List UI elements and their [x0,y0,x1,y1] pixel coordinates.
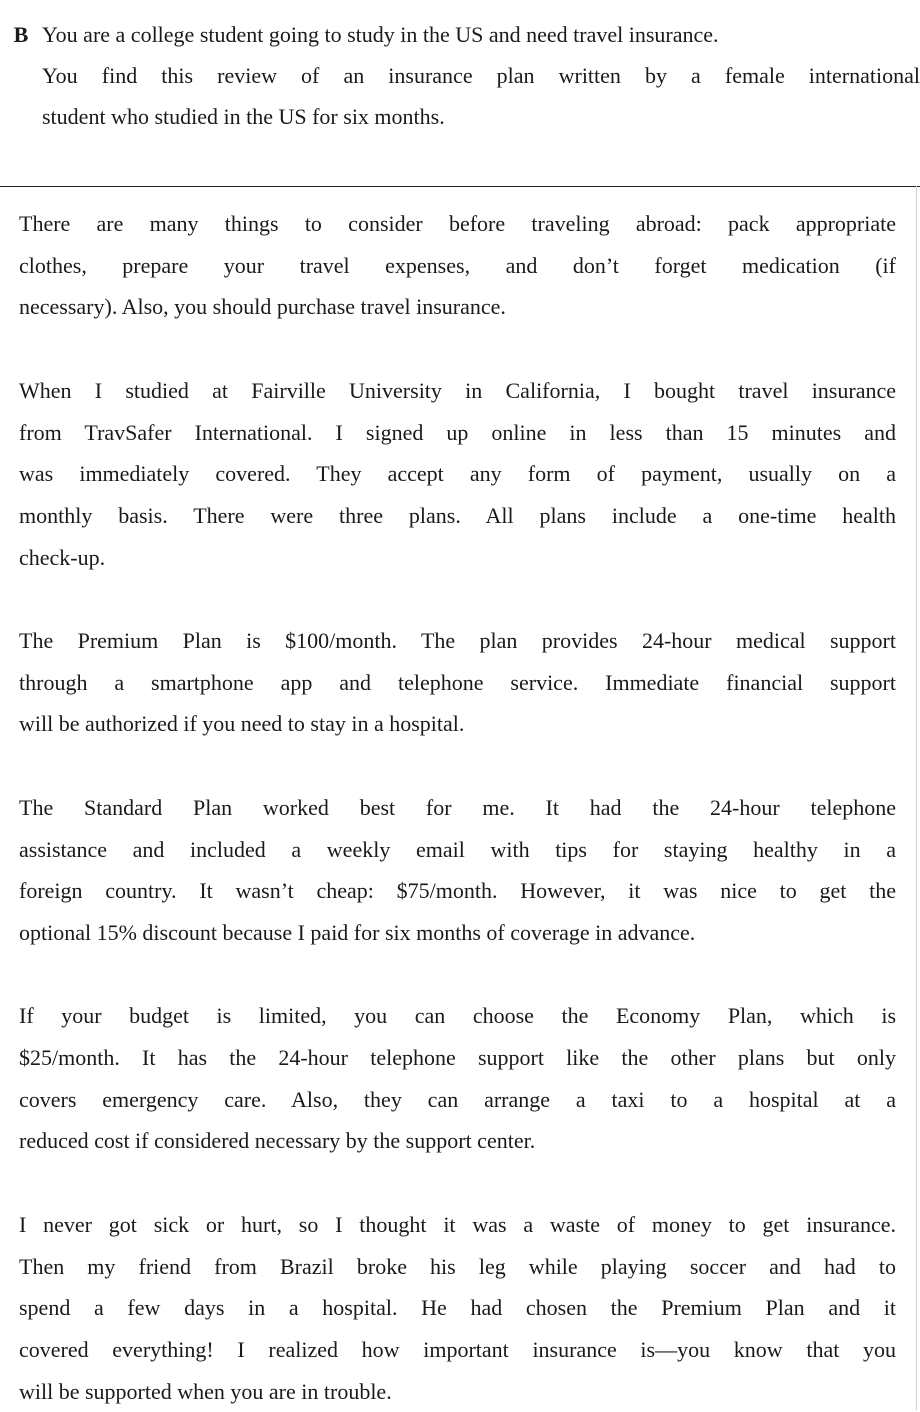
intro-line-2: You find this review of an insurance plan written by a female international [42,63,920,88]
paragraph-economy-plan [19,995,896,1162]
text-line: foreign country. It wasn’t cheap: $75/month. However, it was nice to get the [19,878,896,904]
text-line: If your budget is limited, you can choose the Economy Plan, which is [19,1003,896,1029]
paragraph-standard-plan [19,787,896,954]
text-line: When I studied at Fairville University in California, I bought travel insurance [19,377,896,403]
text-line: necessary). Also, you should purchase travel insurance. [19,294,506,320]
text-line: The Standard Plan worked best for me. It had the 24-hour telephone [19,794,896,820]
article-border [916,186,917,1410]
text-line: clothes, prepare your travel expenses, and don’t forget medication (if [19,252,896,278]
text-line: was immediately covered. They accept any form of payment, usually on a [19,461,896,487]
text-line: from TravSafer International. I signed up online in less than 15 minutes and [19,419,896,445]
text-line: Then my friend from Brazil broke his leg while playing soccer and had to [19,1253,896,1279]
text-line: will be authorized if you need to stay in a hospital. [19,711,465,737]
text-line: There are many things to consider before traveling abroad: pack appropriate [19,211,896,236]
text-line: assistance and included a weekly email with tips for staying healthy in a [19,836,896,862]
text-line: The Premium Plan is $100/month. The plan provides 24-hour medical support [19,628,896,653]
text-line: will be supported when you are in trouble. [19,1378,392,1404]
text-line: $25/month. It has the 24-hour telephone support like the other plans but only [19,1045,896,1070]
text-line: monthly basis. There were three plans. All plans include a one-time health [19,502,896,528]
text-line: through a smartphone app and telephone service. Immediate financial support [19,669,896,695]
section-divider [0,186,920,187]
intro-line-1 [0,14,920,55]
text-line: covered everything! I realized how important insurance is—you know that you [19,1336,896,1362]
text-line: spend a few days in a hospital. He had chosen the Premium Plan and it [19,1295,896,1321]
paragraph-conclusion [19,1204,896,1412]
text-line: covers emergency care. Also, they can arrange a taxi to a hospital at a [19,1086,896,1112]
text-line: optional 15% discount because I paid for six months of coverage in advance. [19,919,696,945]
intro-line-3: student who studied in the US for six months. [42,104,445,129]
question-intro [0,14,920,137]
review-article [19,203,896,1412]
text-line: check-up. [19,544,106,570]
intro-text-1: You are a college student going to study in the US and need travel insurance. [42,22,719,47]
paragraph-premium-plan [19,620,896,745]
paragraph-intro [19,203,896,328]
paragraph-provider [19,370,896,579]
text-line: reduced cost if considered necessary by the support center. [19,1128,536,1154]
text-line: I never got sick or hurt, so I thought it was a waste of money to get insurance. [19,1211,896,1237]
section-label: B [13,22,29,47]
